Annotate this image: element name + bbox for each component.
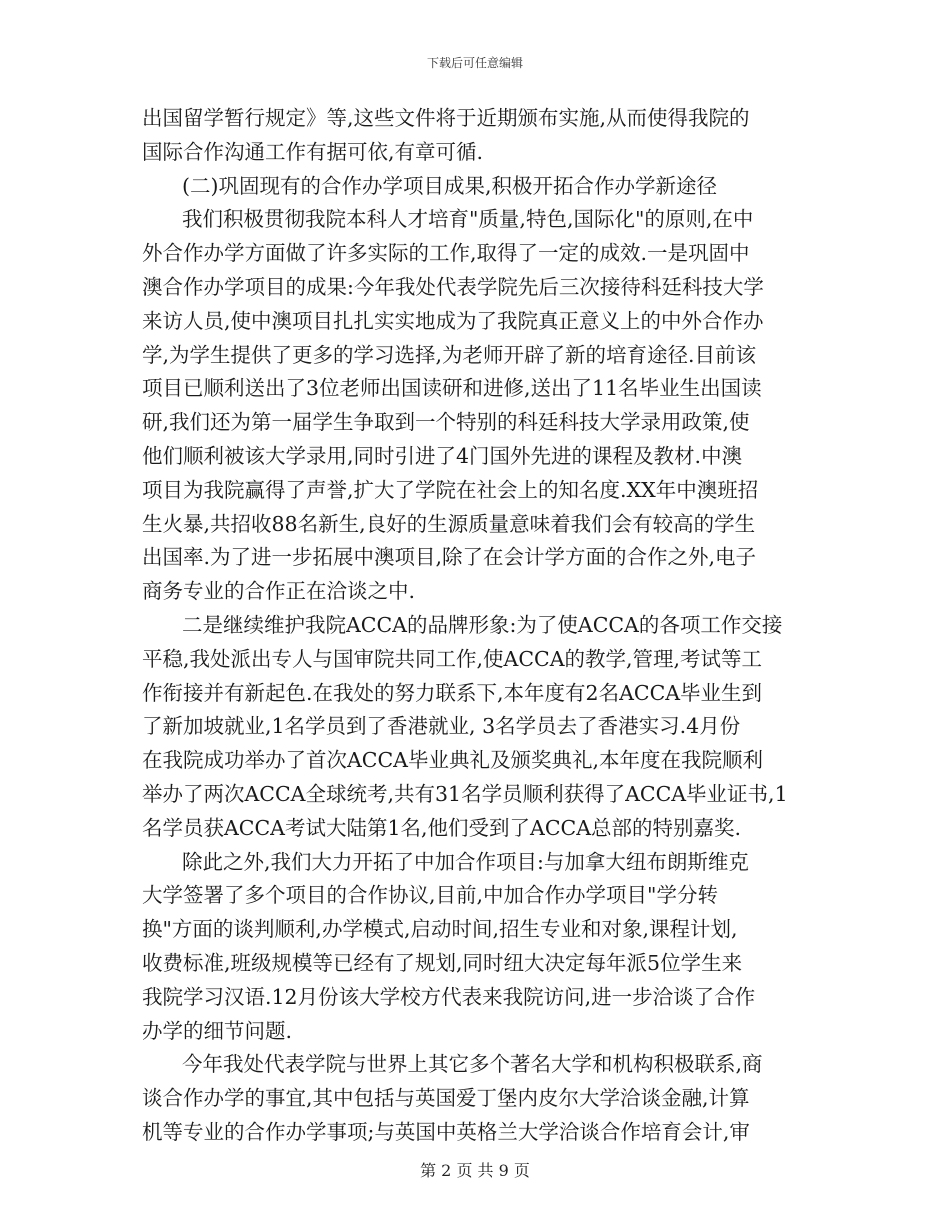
text-line: 平稳,我处派出专人与国审院共同工作,使ACCA的教学,管理,考试等工: [142, 646, 763, 671]
text-line: 在我院成功举办了首次ACCA毕业典礼及颁奖典礼,本年度在我院顺利: [142, 748, 763, 773]
page-header: 下载后可任意编辑: [426, 56, 523, 70]
text-line: 今年我处代表学院与世界上其它多个著名大学和机构积极联系,商: [182, 1052, 763, 1077]
text-line: 作衔接并有新起色.在我处的努力联系下,本年度有2名ACCA毕业生到: [142, 680, 763, 705]
text-line: 外合作办学方面做了许多实际的工作,取得了一定的成效.一是巩固中: [142, 241, 750, 266]
text-line: 名学员获ACCA考试大陆第1名,他们受到了ACCA总部的特别嘉奖.: [142, 815, 742, 840]
text-line: 我们积极贯彻我院本科人才培育"质量,特色,国际化"的原则,在中: [182, 207, 754, 232]
text-line: 项目为我院赢得了声誉,扩大了学院在社会上的知名度.XX年中澳班招: [142, 477, 759, 502]
text-line: 国际合作沟通工作有据可依,有章可循.: [142, 139, 484, 164]
text-line: 办学的细节问题.: [142, 1018, 293, 1043]
page-footer: 第 2 页 共 9 页: [420, 1161, 530, 1180]
text-line: 除此之外,我们大力开拓了中加合作项目:与加拿大纽布朗斯维克: [182, 849, 749, 874]
text-line: 谈合作办学的事宜,其中包括与英国爱丁堡内皮尔大学洽谈金融,计算: [142, 1086, 750, 1111]
text-line: 出国率.为了进一步拓展中澳项目,除了在会计学方面的合作之外,电子: [142, 545, 757, 570]
document-body: [142, 102, 802, 1150]
text-line: 机等专业的合作办学事项;与英国中英格兰大学洽谈合作培育会计,审: [142, 1119, 750, 1144]
text-line: 他们顺利被该大学录用,同时引进了4门国外先进的课程及教材.中澳: [142, 443, 743, 468]
text-line: 收费标准,班级规模等已经有了规划,同时纽大决定每年派5位学生来: [142, 950, 743, 975]
text-line: 澳合作办学项目的成果:今年我处代表学院先后三次接待科廷科技大学: [142, 274, 764, 299]
text-line: 项目已顺利送出了3位老师出国读研和进修,送出了11名毕业生出国读: [142, 376, 762, 401]
text-line: 出国留学暂行规定》等,这些文件将于近期颁布实施,从而使得我院的: [142, 106, 750, 130]
text-line: 来访人员,使中澳项目扎扎实实地成为了我院真正意义上的中外合作办: [142, 308, 764, 333]
text-line: 研,我们还为第一届学生争取到一个特别的科廷科技大学录用政策,使: [142, 410, 750, 435]
text-line: 生火暴,共招收88名新生,良好的生源质量意味着我们会有较高的学生: [142, 511, 756, 536]
text-line: 二是继续维护我院ACCA的品牌形象:为了使ACCA的各项工作交接: [182, 612, 783, 637]
section-heading: (二)巩固现有的合作办学项目成果,积极开拓合作办学新途径: [182, 173, 718, 198]
text-line: 了新加坡就业,1名学员到了香港就业, 3名学员去了香港实习.4月份: [142, 714, 741, 739]
text-line: 我院学习汉语.12月份该大学校方代表来我院访问,进一步洽谈了合作: [142, 984, 756, 1009]
text-line: 举办了两次ACCA全球统考,共有31名学员顺利获得了ACCA毕业证书,1: [142, 781, 788, 806]
text-line: 大学签署了多个项目的合作协议,目前,中加合作办学项目"学分转: [142, 883, 718, 908]
text-line: 换"方面的谈判顺利,办学模式,启动时间,招生专业和对象,课程计划,: [142, 917, 738, 942]
text-line: 商务专业的合作正在洽谈之中.: [142, 579, 416, 604]
text-line: 学,为学生提供了更多的学习选择,为老师开辟了新的培育途径.目前该: [142, 342, 757, 367]
